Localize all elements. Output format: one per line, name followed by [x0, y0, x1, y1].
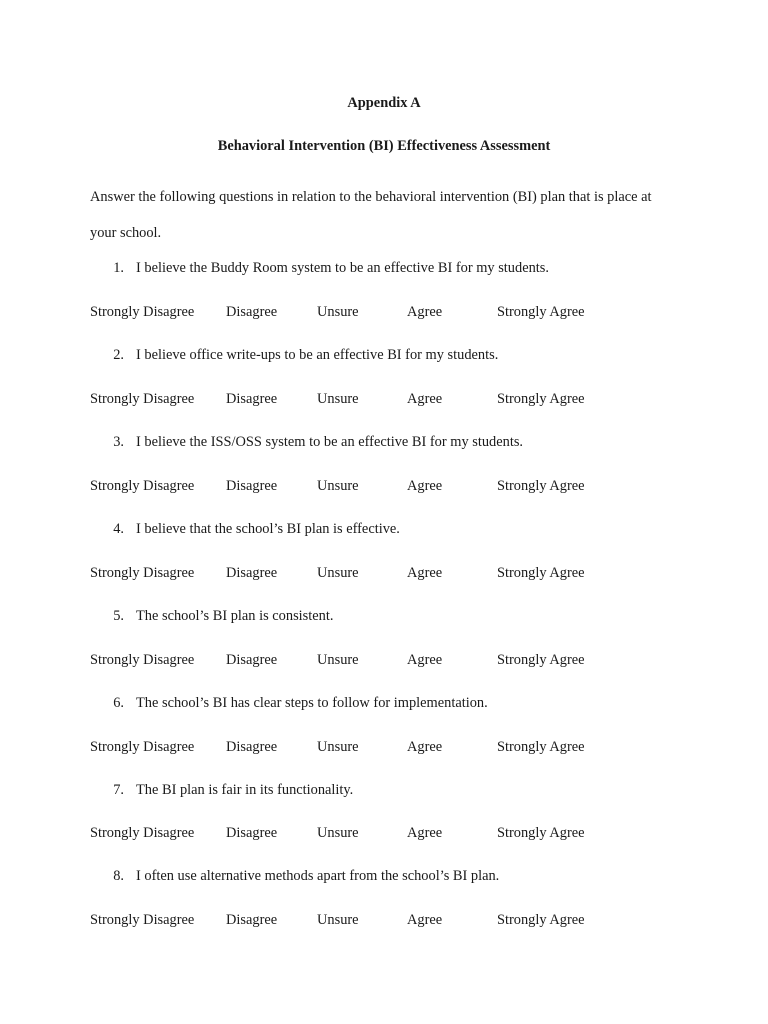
- option-unsure: Unsure: [317, 391, 359, 407]
- assessment-title: Behavioral Intervention (BI) Effectiveness Assessment: [217, 138, 551, 154]
- option-disagree: Disagree: [226, 391, 278, 407]
- option-agree: Agree: [407, 652, 443, 668]
- option-strongly-agree: Strongly Agree: [497, 652, 585, 668]
- option-disagree: Disagree: [226, 912, 278, 928]
- question-text: I believe office write-ups to be an effective BI for my students.: [136, 347, 499, 363]
- question-text: I believe the ISS/OSS system to be an effective BI for my students.: [136, 434, 524, 450]
- likert-scale: [0, 302, 768, 322]
- option-strongly-disagree: Strongly Disagree: [90, 391, 195, 407]
- question-number: 5.: [113, 608, 124, 624]
- option-strongly-agree: Strongly Agree: [497, 391, 585, 407]
- option-strongly-agree: Strongly Agree: [497, 478, 585, 494]
- likert-scale: [0, 650, 768, 670]
- option-unsure: Unsure: [317, 652, 359, 668]
- option-strongly-agree: Strongly Agree: [497, 304, 585, 320]
- option-agree: Agree: [407, 391, 443, 407]
- question-text: The school’s BI has clear steps to follow for implementation.: [136, 695, 488, 711]
- option-unsure: Unsure: [317, 739, 359, 755]
- question-text: I believe the Buddy Room system to be an effective BI for my students.: [136, 260, 549, 276]
- option-strongly-disagree: Strongly Disagree: [90, 304, 195, 320]
- question-item: [0, 606, 768, 626]
- likert-scale: [0, 389, 768, 409]
- option-disagree: Disagree: [226, 478, 278, 494]
- option-disagree: Disagree: [226, 304, 278, 320]
- option-disagree: Disagree: [226, 739, 278, 755]
- option-strongly-disagree: Strongly Disagree: [90, 825, 195, 841]
- option-agree: Agree: [407, 478, 443, 494]
- option-disagree: Disagree: [226, 652, 278, 668]
- likert-scale: [0, 476, 768, 496]
- question-item: [0, 432, 768, 452]
- option-strongly-disagree: Strongly Disagree: [90, 565, 195, 581]
- option-unsure: Unsure: [317, 304, 359, 320]
- question-item: [0, 345, 768, 365]
- question-text: I often use alternative methods apart from the school’s BI plan.: [136, 868, 500, 884]
- question-number: 3.: [113, 434, 124, 450]
- appendix-title: Appendix A: [347, 95, 421, 111]
- question-text: The BI plan is fair in its functionality.: [136, 782, 354, 798]
- likert-scale: [0, 737, 768, 757]
- option-disagree: Disagree: [226, 825, 278, 841]
- option-unsure: Unsure: [317, 478, 359, 494]
- option-strongly-agree: Strongly Agree: [497, 739, 585, 755]
- option-agree: Agree: [407, 912, 443, 928]
- option-unsure: Unsure: [317, 912, 359, 928]
- likert-scale: [0, 563, 768, 583]
- option-unsure: Unsure: [317, 825, 359, 841]
- option-unsure: Unsure: [317, 565, 359, 581]
- likert-scale: [0, 910, 768, 930]
- question-text: The school’s BI plan is consistent.: [136, 608, 334, 624]
- likert-scale: [0, 823, 768, 843]
- intro-paragraph: Answer the following questions in relation to the behavioral intervention (BI) plan that is place at your school.: [90, 189, 652, 241]
- question-number: 2.: [113, 347, 124, 363]
- question-number: 6.: [113, 695, 124, 711]
- question-item: [0, 519, 768, 539]
- question-item: [0, 866, 768, 886]
- option-agree: Agree: [407, 739, 443, 755]
- question-text: I believe that the school’s BI plan is effective.: [136, 521, 400, 537]
- option-agree: Agree: [407, 825, 443, 841]
- question-number: 4.: [113, 521, 124, 537]
- option-strongly-disagree: Strongly Disagree: [90, 739, 195, 755]
- option-strongly-disagree: Strongly Disagree: [90, 652, 195, 668]
- option-strongly-disagree: Strongly Disagree: [90, 912, 195, 928]
- option-agree: Agree: [407, 565, 443, 581]
- question-item: [0, 693, 768, 713]
- option-strongly-agree: Strongly Agree: [497, 565, 585, 581]
- option-agree: Agree: [407, 304, 443, 320]
- option-strongly-agree: Strongly Agree: [497, 912, 585, 928]
- question-number: 8.: [113, 868, 124, 884]
- question-item: [0, 780, 768, 800]
- question-item: [0, 258, 768, 278]
- option-strongly-agree: Strongly Agree: [497, 825, 585, 841]
- option-disagree: Disagree: [226, 565, 278, 581]
- question-number: 7.: [113, 782, 124, 798]
- option-strongly-disagree: Strongly Disagree: [90, 478, 195, 494]
- question-number: 1.: [113, 260, 124, 276]
